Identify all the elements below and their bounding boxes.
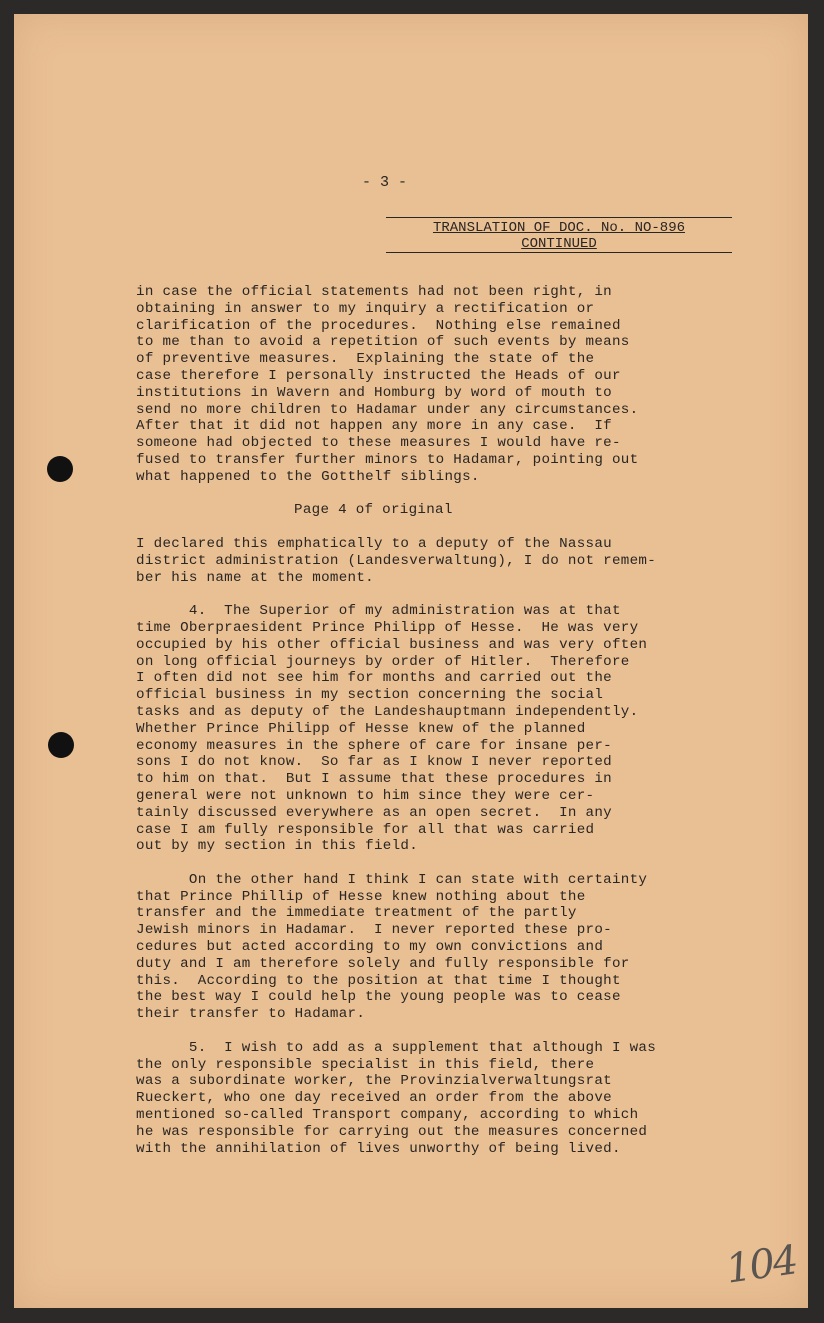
text-line: obtaining in answer to my inquiry a rectification or	[136, 300, 595, 317]
text-line: this. According to the position at that time I thought	[136, 972, 621, 989]
text-line: 5. I wish to add as a supplement that although I was	[136, 1039, 657, 1056]
paragraph-3	[136, 603, 736, 855]
text-line: someone had objected to these measures I would have re-	[136, 435, 621, 452]
text-line: district administration (Landesverwaltung), I do not remem-	[136, 552, 657, 569]
text-line: sons I do not know. So far as I know I never reported	[136, 754, 612, 771]
text-line: out by my section in this field.	[136, 838, 419, 855]
text-line: the only responsible specialist in this field, there	[136, 1056, 595, 1073]
page-marker: Page 4 of original	[294, 502, 453, 519]
text-line: economy measures in the sphere of care for insane per-	[136, 737, 612, 754]
text-line: Rueckert, who one day received an order from the above	[136, 1090, 612, 1107]
text-line: duty and I am therefore solely and fully responsible for	[136, 955, 630, 972]
text-line: transfer and the immediate treatment of the partly	[136, 905, 577, 922]
paragraph-4	[136, 872, 736, 1023]
text-line: I often did not see him for months and carried out the	[136, 670, 612, 687]
text-line: send no more children to Hadamar under any circumstances.	[136, 401, 639, 418]
text-line: the best way I could help the young people was to cease	[136, 989, 621, 1006]
text-line: was a subordinate worker, the Provinzialverwaltungsrat	[136, 1073, 612, 1090]
text-line: with the annihilation of lives unworthy of being lived.	[136, 1140, 621, 1157]
text-line: tainly discussed everywhere as an open secret. In any	[136, 804, 612, 821]
text-line: Jewish minors in Hadamar. I never reported these pro-	[136, 922, 612, 939]
text-line: occupied by his other official business and was very often	[136, 636, 648, 653]
handwritten-page-number: 104	[723, 1237, 800, 1293]
translation-header	[386, 217, 732, 253]
text-line: to him on that. But I assume that these procedures in	[136, 771, 612, 788]
text-line: tasks and as deputy of the Landeshauptmann independently.	[136, 703, 639, 720]
text-line: official business in my section concerning the social	[136, 687, 604, 704]
text-line: in case the official statements had not been right, in	[136, 284, 612, 300]
text-line: On the other hand I think I can state with certainty	[136, 871, 648, 888]
text-line: Whether Prince Philipp of Hesse knew of the planned	[136, 720, 586, 737]
text-line: general were not unknown to him since they were cer-	[136, 787, 595, 804]
document-page	[14, 14, 808, 1308]
text-line: After that it did not happen any more in any case. If	[136, 418, 612, 435]
document-body	[136, 284, 736, 1157]
text-line: on long official journeys by order of Hitler. Therefore	[136, 653, 630, 670]
text-line: clarification of the procedures. Nothing else remained	[136, 317, 621, 334]
text-line: he was responsible for carrying out the measures concerned	[136, 1123, 648, 1140]
text-line: their transfer to Hadamar.	[136, 1006, 366, 1023]
text-line: time Oberpraesident Prince Philipp of Hesse. He was very	[136, 619, 639, 636]
text-line: mentioned so-called Transport company, according to which	[136, 1107, 639, 1124]
paragraph-5	[136, 1040, 736, 1158]
text-line: fused to transfer further minors to Hadamar, pointing out	[136, 451, 639, 468]
header-continued: CONTINUED	[521, 236, 597, 252]
text-line: to me than to avoid a repetition of such events by means	[136, 334, 630, 351]
text-line: cedures but acted according to my own convictions and	[136, 939, 604, 956]
text-line: ber his name at the moment.	[136, 569, 374, 586]
punch-hole-bottom	[48, 732, 74, 758]
text-line: 4. The Superior of my administration was at that	[136, 603, 621, 620]
text-line: what happened to the Gotthelf siblings.	[136, 468, 480, 485]
paragraph-1	[136, 284, 736, 486]
page-number: - 3 -	[362, 174, 408, 191]
punch-hole-top	[47, 456, 73, 482]
text-line: case I am fully responsible for all that was carried	[136, 821, 595, 838]
text-line: of preventive measures. Explaining the state of the	[136, 351, 595, 368]
text-line: I declared this emphatically to a deputy of the Nassau	[136, 535, 612, 552]
paragraph-2	[136, 536, 736, 586]
text-line: institutions in Wavern and Homburg by word of mouth to	[136, 384, 612, 401]
text-line: case therefore I personally instructed the Heads of our	[136, 367, 621, 384]
text-line: that Prince Phillip of Hesse knew nothing about the	[136, 888, 586, 905]
header-title: TRANSLATION OF DOC. No. NO-896	[432, 220, 686, 236]
